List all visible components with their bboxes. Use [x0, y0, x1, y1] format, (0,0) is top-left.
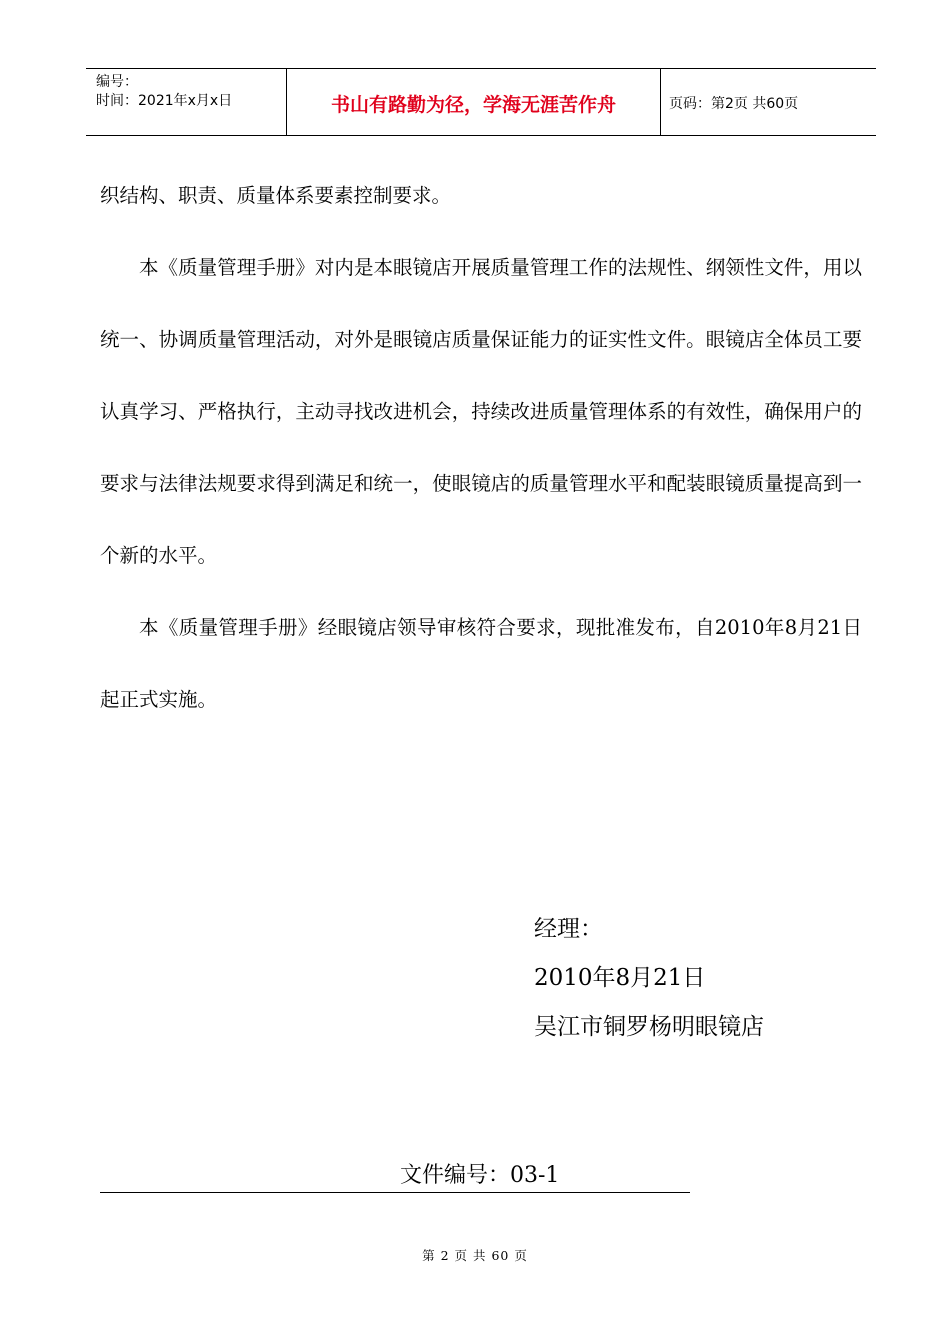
header-page-info: 页码：第2页 共60页: [669, 96, 799, 112]
header-motto: 书山有路勤为径，学海无涯苦作舟: [287, 69, 661, 135]
file-number-line: [100, 1160, 690, 1193]
signature-date: 2010年8月21日: [534, 965, 706, 991]
header-number-label: 编号：: [96, 74, 138, 90]
paragraph-purpose: 本《质量管理手册》对内是本眼镜店开展质量管理工作的法规性、纲领性文件，用以统一、协调质量管理活动，对外是眼镜店质量保证能力的证实性文件。眼镜店全体员工要认真学习、严格执行，主动寻找改进机会，持续改进质量管理体系的有效性，确保用户的要求与法律法规要求得到满足和统一，使眼镜店的质量管理水平和配装眼镜质量提高到一个新的水平。: [100, 256, 862, 567]
header-meta-cell: [86, 69, 287, 135]
signature-block: [534, 905, 764, 1052]
signature-title: 经理：: [534, 916, 603, 942]
signature-organization: 吴江市铜罗杨明眼镜店: [534, 1014, 764, 1040]
document-body: [100, 160, 862, 736]
paragraph-continuation: 织结构、职责、质量体系要素控制要求。: [100, 184, 452, 207]
page-footer: 第 2 页 共 60 页: [422, 1248, 528, 1263]
file-number: 文件编号：03-1: [400, 1163, 560, 1188]
document-header: [86, 68, 876, 136]
paragraph-approval: 本《质量管理手册》经眼镜店领导审核符合要求，现批准发布，自2010年8月21日起正式实施。: [100, 616, 862, 711]
header-time-label: 时间：2021年x月x日: [96, 93, 233, 109]
